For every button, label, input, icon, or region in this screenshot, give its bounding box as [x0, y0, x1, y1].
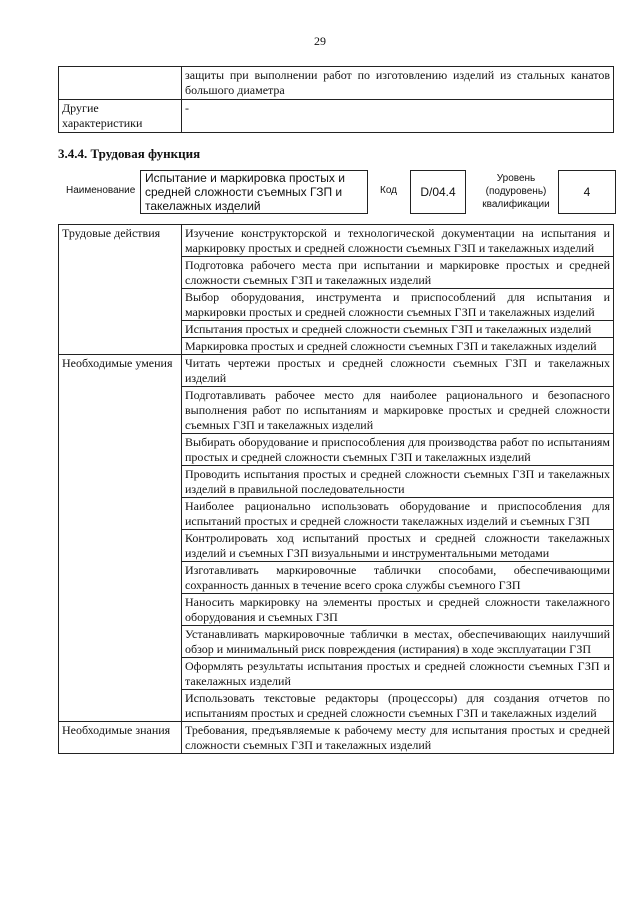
requirement-item: Подготавливать рабочее место для наиболее рационального и безопасного выполнения работ по испытаниям и маркировке простых и средней сложности съемных ГЗП и такелажных изделий [182, 387, 614, 434]
requirement-item: Выбор оборудования, инструмента и приспособлений для испытания и маркировки простых и средней сложности съемных ГЗП и такелажных изделий [182, 289, 614, 321]
code-label: Код [380, 185, 398, 196]
table-row [59, 100, 614, 133]
table-row [59, 355, 614, 387]
row-value: - [182, 100, 614, 133]
requirement-item: Использовать текстовые редакторы (процессоры) для создания отчетов по испытаниям простых и средней сложности съемных ГЗП и такелажных изделий [182, 690, 614, 722]
requirement-item: Контролировать ход испытаний простых и средней сложности такелажных изделий и съемных ГЗП визуальными и инструментальными методами [182, 530, 614, 562]
qualification-level: 4 [558, 170, 616, 214]
requirement-item: Выбирать оборудование и приспособления для производства работ по испытаниям простых и средней сложности съемных ГЗП и такелажных изделий [182, 434, 614, 466]
requirement-item: Испытания простых и средней сложности съемных ГЗП и такелажных изделий [182, 321, 614, 338]
requirement-item: Требования, предъявляемые к рабочему месту для испытания простых и средней сложности съемных ГЗП и такелажных изделий [182, 722, 614, 754]
requirement-item: Маркировка простых и средней сложности съемных ГЗП и такелажных изделий [182, 338, 614, 355]
section-heading: 3.4.4. Трудовая функция [58, 146, 201, 161]
requirement-item: Изготавливать маркировочные таблички способами, обеспечивающими сохранность данных в течение всего срока службы съемного ГЗП [182, 562, 614, 594]
top-continuation-table [58, 66, 614, 133]
requirements-table [58, 224, 614, 754]
row-value: защиты при выполнении работ по изготовлению изделий из стальных канатов большого диаметра [182, 67, 614, 100]
row-label: Другие характеристики [59, 100, 182, 133]
table-row [59, 67, 614, 100]
level-label: Уровень (подуровень) квалификации [482, 173, 550, 210]
page-number: 29 [314, 34, 326, 48]
requirement-item: Оформлять результаты испытания простых и средней сложности съемных ГЗП и такелажных изделий [182, 658, 614, 690]
row-label [59, 67, 182, 100]
requirement-item: Наиболее рационально использовать оборудование и приспособления для испытаний простых и средней сложности такелажных изделий и съемных ГЗП [182, 498, 614, 530]
function-name: Испытание и маркировка простых и средней сложности съемных ГЗП и такелажных изделий [140, 170, 368, 214]
requirement-item: Наносить маркировку на элементы простых и средней сложности такелажного оборудования и съемных ГЗП [182, 594, 614, 626]
function-code: D/04.4 [410, 170, 466, 214]
table-row [59, 225, 614, 257]
table-row [59, 722, 614, 754]
labor-function-header [58, 170, 618, 216]
requirement-item: Подготовка рабочего места при испытании и маркировке простых и средней сложности съемных ГЗП и такелажных изделий [182, 257, 614, 289]
requirement-item: Проводить испытания простых и средней сложности съемных ГЗП и такелажных изделий в правильной последовательности [182, 466, 614, 498]
group-label: Необходимые умения [59, 355, 182, 722]
requirement-item: Изучение конструкторской и технологической документации на испытания и маркировку простых и средней сложности съемных ГЗП и такелажных изделий [182, 225, 614, 257]
group-label: Трудовые действия [59, 225, 182, 355]
group-label: Необходимые знания [59, 722, 182, 754]
requirement-item: Читать чертежи простых и средней сложности съемных ГЗП и такелажных изделий [182, 355, 614, 387]
requirement-item: Устанавливать маркировочные таблички в местах, обеспечивающих наилучший обзор и минимальный риск повреждения (истирания) в ходе эксплуатации ГЗП [182, 626, 614, 658]
name-label: Наименование [66, 185, 136, 196]
